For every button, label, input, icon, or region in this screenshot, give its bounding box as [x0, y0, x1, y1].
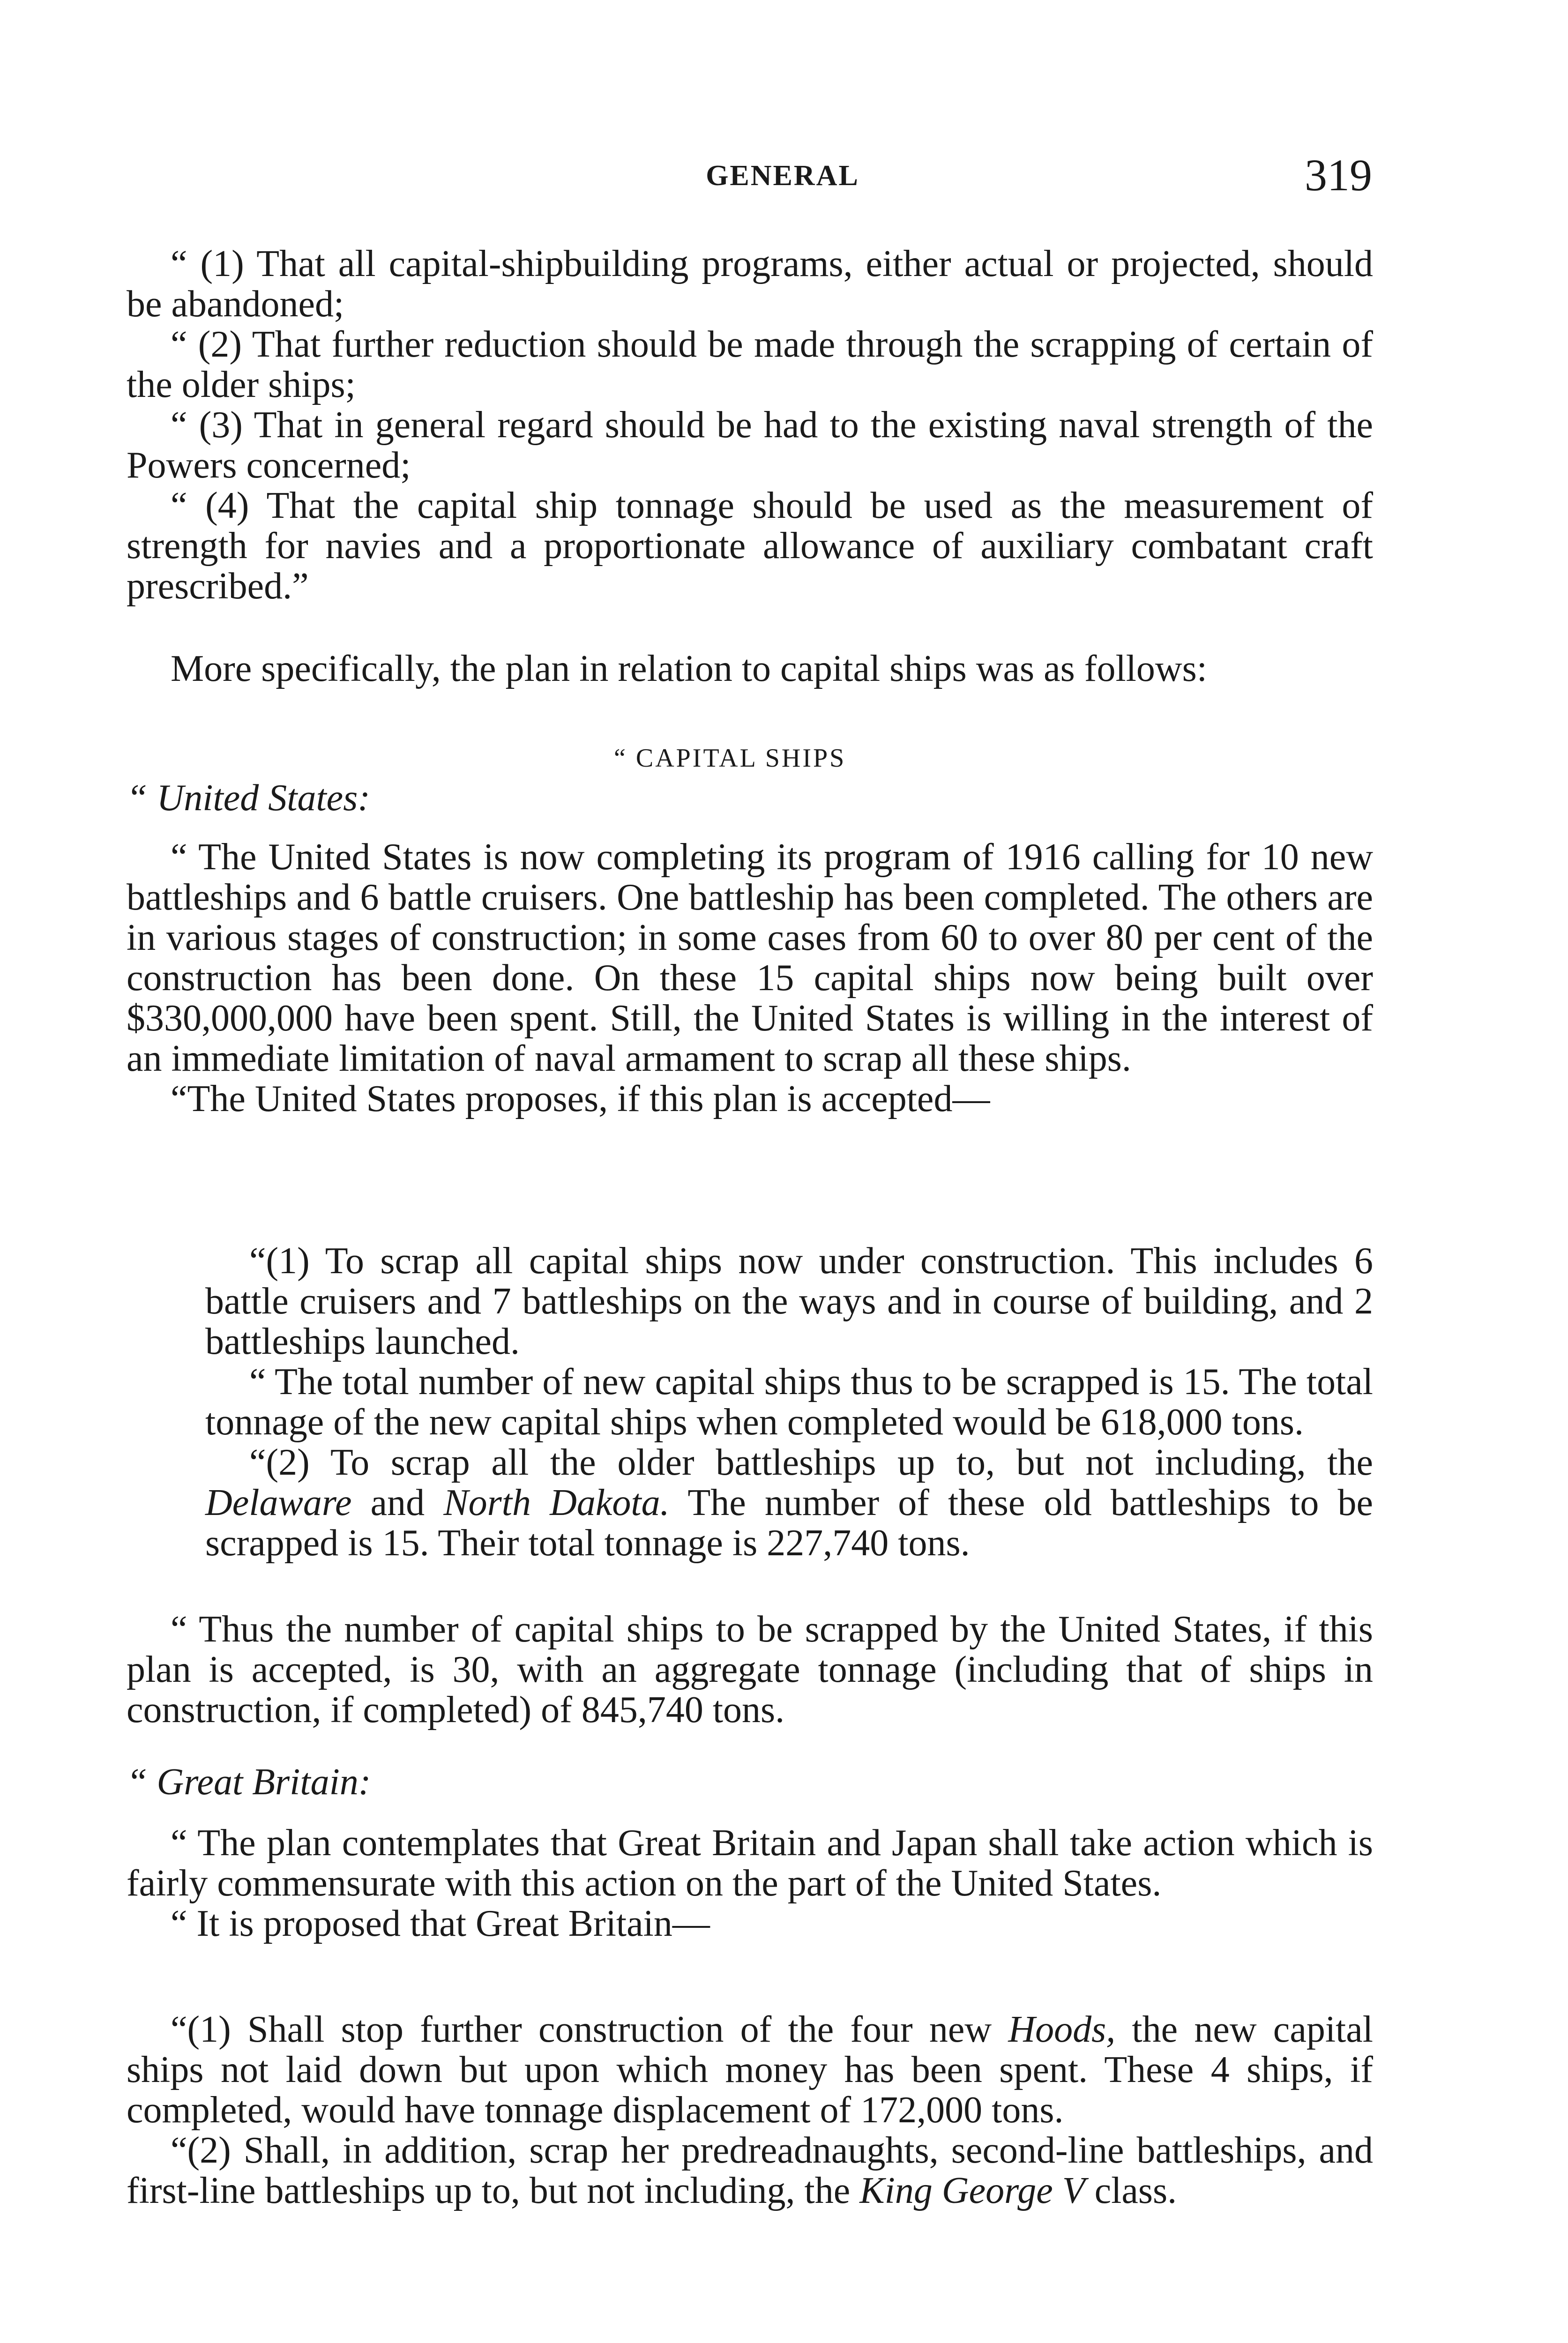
us-proposal-2-rest: The number of these old battleships to be scrapped is 15. Their total tonnage is 227,740 tons.: [205, 1482, 1374, 1564]
lead-in: More specifically, the plan in relation to capital ships was as follows:: [171, 648, 1208, 689]
gb-proposal-2-rest: class.: [1094, 2170, 1177, 2211]
us-paragraph-1: “ The United States is now completing its program of 1916 calling for 10 new battleships and 6 battle cruisers. One battleship has been completed. The others are in various stages of construction; in some cases from 60 to over 80 per cent of the construction has been done. On these 15 capital ships now being built over $330,000,000 have been spent. Still, the United States is willing in the interest of an immediate limitation of naval armament to scrap all these ships.: [127, 836, 1373, 1079]
page-number: 319: [1305, 150, 1372, 200]
us-proposals: [205, 1241, 1373, 1563]
class-name-king-george-v: King George V: [859, 2170, 1085, 2211]
gb-paragraph-1: “ The plan contemplates that Great Britain and Japan shall take action which is fairly commensurate with this action on the part of the United States.: [127, 1822, 1373, 1904]
lead-in-block: [127, 649, 1373, 689]
intro-item-1: “ (1) That all capital-shipbuilding programs, either actual or projected, should be abandoned;: [127, 243, 1373, 325]
us-summary: “ Thus the number of capital ships to be scrapped by the United States, if this plan is accepted, is 30, with an aggregate tonnage (including that of ships in construction, if completed) of 845,740 tons.: [127, 1609, 1373, 1731]
ship-name-hoods: Hoods,: [1008, 2009, 1116, 2050]
us-proposal-2-text: “(2) To scrap all the older battleships up to, but not including, the: [249, 1442, 1373, 1483]
running-title: GENERAL: [706, 160, 859, 192]
united-states-label: “ United States:: [127, 777, 370, 819]
us-proposal-1: “(1) To scrap all capital ships now under construction. This includes 6 battle cruisers and 7 battleships on the ways and in course of building, and 2 battleships launched.: [205, 1240, 1373, 1362]
us-proposal-tonnage: “ The total number of new capital ships thus to be scrapped is 15. The total tonnage of the new capital ships when completed would be 618,000 tons.: [205, 1361, 1373, 1443]
united-states-block: [127, 837, 1373, 1119]
us-proposal-2-and: and: [370, 1482, 425, 1523]
intro-item-3: “ (3) That in general regard should be had to the existing naval strength of the Powers concerned;: [127, 404, 1373, 486]
gb-proposal-2-text: “(2) Shall, in addition, scrap her predreadnaughts, second-line battleships, and first-line battleships up to, but not including, the: [127, 2130, 1373, 2211]
ship-name-delaware: Delaware: [205, 1482, 352, 1523]
great-britain-block: [127, 1823, 1373, 1944]
gb-proposal-1-rest: the new capital ships not laid down but upon which money has been spent. These 4 ships, if completed, would have tonnage displacement of 172,000 tons.: [127, 2009, 1374, 2131]
intro-item-4: “ (4) That the capital ship tonnage should be used as the measurement of strength for navies and a proportionate allowance of auxiliary combatant craft prescribed.”: [127, 485, 1373, 607]
gb-proposal-2: [127, 2130, 1373, 2211]
intro-item-2: “ (2) That further reduction should be made through the scrapping of certain of the older ships;: [127, 324, 1373, 405]
gb-proposal-1-text: “(1) Shall stop further construction of the four new: [171, 2009, 992, 2050]
us-summary-block: [127, 1609, 1373, 1730]
us-proposal-2: [205, 1442, 1373, 1563]
section-heading: “ CAPITAL SHIPS: [614, 744, 846, 773]
us-paragraph-2: “The United States proposes, if this plan is accepted—: [171, 1078, 990, 1119]
intro-items: [127, 244, 1373, 606]
gb-proposals: [127, 2009, 1373, 2211]
gb-proposal-1: [127, 2009, 1373, 2130]
great-britain-label: “ Great Britain:: [127, 1761, 371, 1803]
gb-paragraph-2: “ It is proposed that Great Britain—: [171, 1903, 710, 1944]
ship-name-north-dakota: North Dakota.: [443, 1482, 670, 1523]
